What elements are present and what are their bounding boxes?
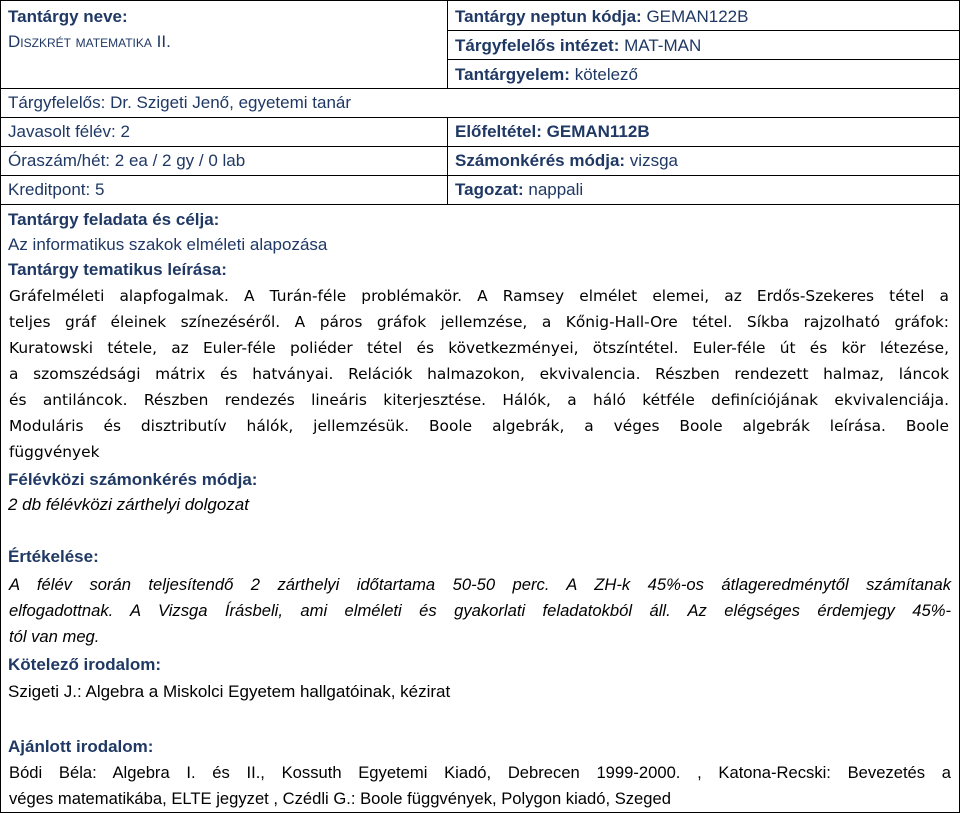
evaluation-section xyxy=(1,544,959,569)
evaluation-label: Értékelése: xyxy=(8,547,99,566)
study-mode-value: nappali xyxy=(528,180,584,199)
responsible-cell xyxy=(1,90,959,115)
syllabus-line: függvények xyxy=(9,443,100,461)
course-name-label: Tantárgy neve: xyxy=(8,7,128,26)
neptun-code-label: Tantárgy neptun kódja: xyxy=(455,7,642,26)
required-reading-section xyxy=(1,652,959,704)
syllabus-text xyxy=(9,283,949,465)
syllabus-line: Kuratowski tétele, az Euler-féle poliéder tétel és következményei, ötszíntétel. Euler-féle út és kör létezése, xyxy=(9,339,949,357)
syllabus-line: Moduláris és disztributív hálók, jellemzésük. Boole algebrák, a véges Boole algebrák leírása. Boole xyxy=(9,417,949,435)
recommended-reading-line: véges matematikába, ELTE jegyzet , Czédli G.: Boole függvények, Polygon kiadó, Szeged xyxy=(9,789,671,808)
required-reading-label: Kötelező irodalom: xyxy=(8,655,162,674)
objective-label: Tantárgy feladata és célja: xyxy=(8,210,220,229)
evaluation-line: elfogadottnak. A Vizsga Írásbeli, ami elméleti és gyakorlati feladatokból áll. Az elégséges érdemjegy 45%- xyxy=(9,601,951,620)
hours-label: Óraszám/hét: xyxy=(8,151,111,170)
row-divider xyxy=(1,204,959,205)
syllabus-line: teljes gráf éleinek színezéséről. A páros gráfok jellemzése, a Kőnig-Hall-Ore tétel. Síkba rajzolható gráfok: xyxy=(9,313,949,331)
exam-type-value: vizsga xyxy=(629,151,678,170)
credit-label: Kreditpont: xyxy=(8,180,91,199)
required-reading-text: Szigeti J.: Algebra a Miskolci Egyetem hallgatóinak, kézirat xyxy=(8,682,451,701)
prerequisite-cell xyxy=(448,119,959,144)
syllabus-label: Tantárgy tematikus leírása: xyxy=(8,260,227,279)
prerequisite-label: Előfeltétel: xyxy=(455,122,542,141)
recommended-reading-section xyxy=(1,734,959,759)
evaluation-line: A félév során teljesítendő 2 zárthelyi időtartama 50-50 perc. A ZH-k 45%-os átlageredménytől számítanak xyxy=(9,575,951,594)
midterm-section xyxy=(1,467,959,517)
course-element-value: kötelező xyxy=(574,65,639,84)
midterm-label: Félévközi számonkérés módja: xyxy=(8,470,258,489)
semester-label: Javasolt félév: xyxy=(8,122,116,141)
neptun-code-value: GEMAN122B xyxy=(646,7,749,26)
course-element-label: Tantárgyelem: xyxy=(455,65,570,84)
study-mode-cell xyxy=(448,177,959,202)
row-divider xyxy=(448,30,959,31)
course-name-cell xyxy=(1,4,447,54)
row-divider xyxy=(1,146,959,147)
row-divider xyxy=(1,117,959,118)
evaluation-text xyxy=(9,572,951,650)
semester-value: 2 xyxy=(120,122,130,141)
study-mode-label: Tagozat: xyxy=(455,180,524,199)
midterm-text: 2 db félévközi zárthelyi dolgozat xyxy=(8,495,249,514)
neptun-code-cell xyxy=(448,4,959,29)
hours-value: 2 ea / 2 gy / 0 lab xyxy=(114,151,246,170)
hours-cell xyxy=(1,148,447,173)
credit-cell xyxy=(1,177,447,202)
evaluation-line: tól van meg. xyxy=(9,627,100,646)
row-divider xyxy=(1,88,959,89)
syllabus-line: Gráfelméleti alapfogalmak. A Turán-féle problémakör. A Ramsey elmélet elemei, az Erdős-Szekeres tétel a xyxy=(9,287,949,305)
objective-section xyxy=(1,207,959,257)
syllabus-heading xyxy=(1,257,959,282)
course-name-value: Diszkrét matematika II. xyxy=(8,32,171,51)
recommended-reading-line: Bódi Béla: Algebra I. és II., Kossuth Egyetemi Kiadó, Debrecen 1999-2000. , Katona-Recski: Bevezetés a xyxy=(9,763,951,782)
recommended-reading-label: Ajánlott irodalom: xyxy=(8,737,154,756)
credit-value: 5 xyxy=(94,180,105,199)
syllabus-line: a szomszédsági mátrix és hatványai. Relációk halmazokon, ekvivalencia. Részben rendezett halmaz, láncok xyxy=(9,365,949,383)
institute-cell xyxy=(448,33,959,58)
semester-cell xyxy=(1,119,447,144)
syllabus-line: és antiláncok. Részben rendezés lineáris kiterjesztése. Hálók, a háló kétféle definíciójának ekvivalenciája. xyxy=(9,391,949,409)
prerequisite-value: GEMAN112B xyxy=(546,122,650,141)
responsible-value: Dr. Szigeti Jenő, egyetemi tanár xyxy=(110,93,352,112)
objective-text: Az informatikus szakok elméleti alapozása xyxy=(8,235,328,254)
row-divider xyxy=(1,175,959,176)
institute-label: Tárgyfelelős intézet: xyxy=(455,36,620,55)
institute-value: MAT-MAN xyxy=(624,36,702,55)
recommended-reading-text xyxy=(9,760,951,812)
course-element-cell xyxy=(448,62,959,87)
row-divider xyxy=(448,59,959,60)
exam-type-label: Számonkérés módja: xyxy=(455,151,626,170)
responsible-label: Tárgyfelelős: xyxy=(8,93,106,112)
exam-type-cell xyxy=(448,148,959,173)
